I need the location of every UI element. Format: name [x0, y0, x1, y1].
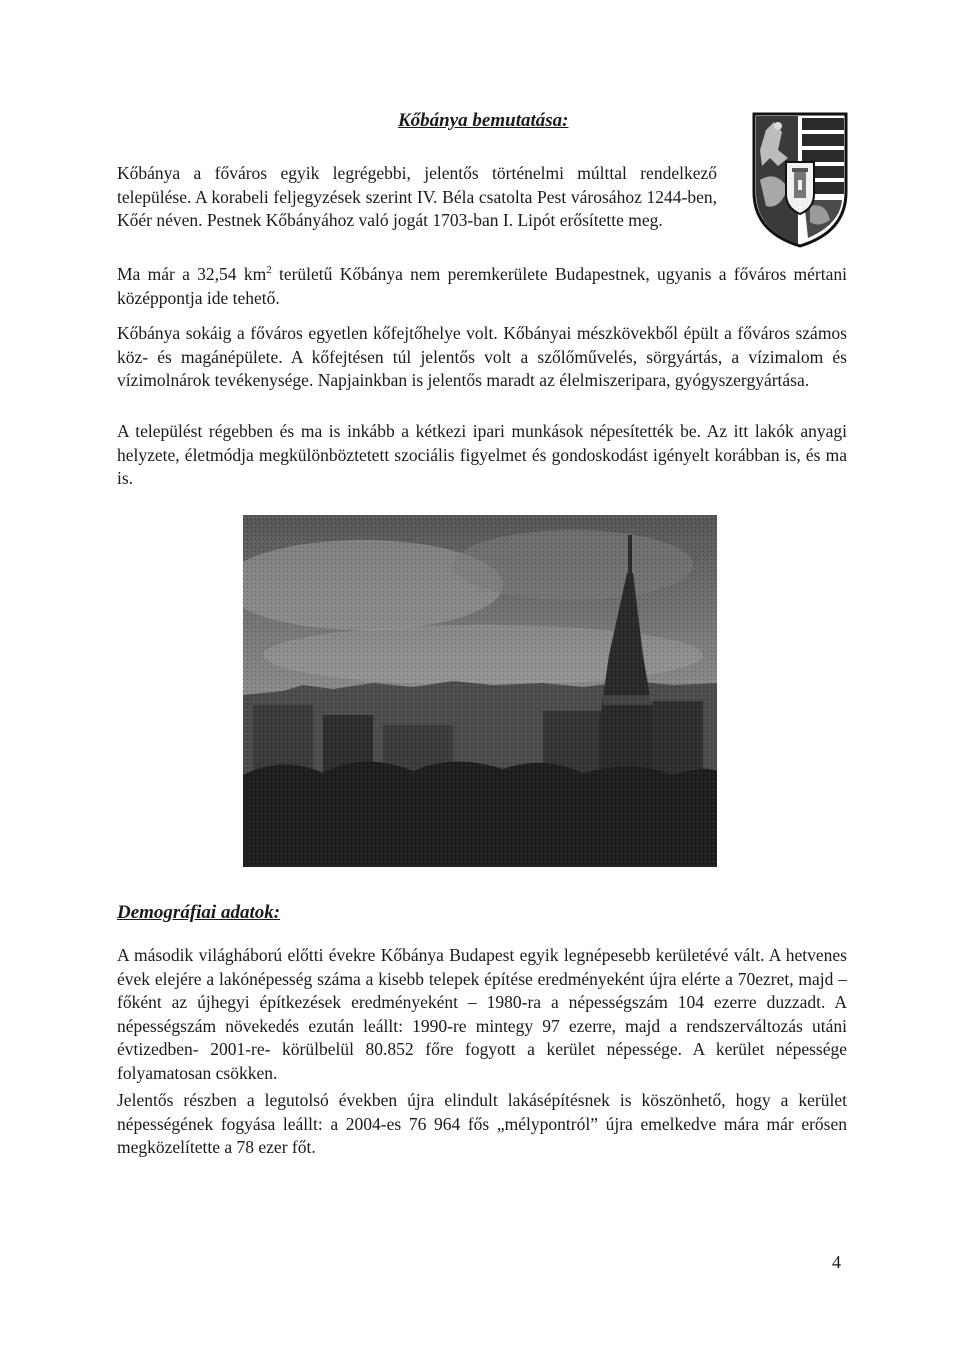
- city-view-photo: [243, 515, 717, 867]
- page-number: 4: [832, 1252, 841, 1272]
- section-title-demography: Demográfiai adatok:: [117, 902, 281, 923]
- population-recent-paragraph: Jelentős részben a legutolsó években újra elindult lakásépítésnek is köszönhető, hogy a kerület népességének fogyása leállt: a 2004-es 76 964 fős „mélypontról” újra emelkedve mára már erősen megközelítette a 78 ezer főt.: [117, 1090, 847, 1157]
- coat-of-arms-icon: [748, 110, 852, 250]
- section-title-kobanya: Kőbánya bemutatása:: [398, 110, 569, 131]
- area-paragraph: [117, 263, 847, 310]
- intro-paragraph: Kőbánya a főváros egyik legrégebbi, jelentős történelmi múlttal rendelkező települése. A korabeli feljegyzések szerint IV. Béla csatolta Pest városához 1244-ben, Kőér néven. Pestnek Kőbányához való jogát 1703-ban I. Lipót erősítette meg.: [117, 163, 717, 230]
- residents-paragraph: A települést régebben és ma is inkább a kétkezi ipari munkások népesítették be. Az itt lakók anyagi helyzete, életmódja megkülönböztetett szociális figyelmet és gondoskodást igényelt korábban is, és ma is.: [117, 421, 847, 488]
- area-text-before: Ma már a 32,54 km: [117, 264, 267, 284]
- quarry-paragraph: Kőbánya sokáig a főváros egyetlen kőfejtőhelye volt. Kőbányai mészkövekből épült a főváros számos köz- és magánépülete. A kőfejtésen túl jelentős volt a szőlőművelés, sörgyártás, a vízimalom és vízimolnárok tevékenysége. Napjainkban is jelentős maradt az élelmiszeripara, gyógyszergyártása.: [117, 323, 847, 390]
- area-superscript: 2: [266, 264, 272, 277]
- population-history-paragraph: A második világháború előtti évekre Kőbánya Budapest egyik legnépesebb kerületévé vált. A hetvenes évek elejére a lakónépesség száma a kisebb telepek építése eredményeként újra elérte a 70ezret, majd – főként az újhegyi építkezések eredményeként – 1980-ra a népességszám 104 ezerre duzzadt. A népességszám növekedés ezután leállt: 1990-re mintegy 97 ezerre, majd a rendszerváltozás utáni évtizedben- 2001-re- körülbelül 80.852 főre fogyott a kerület népessége. A kerület népessége folyamatosan csökken.: [117, 945, 847, 1083]
- area-text-after: területű Kőbánya nem peremkerülete Budapestnek, ugyanis a főváros mértani középpontja ide tehető.: [117, 264, 847, 308]
